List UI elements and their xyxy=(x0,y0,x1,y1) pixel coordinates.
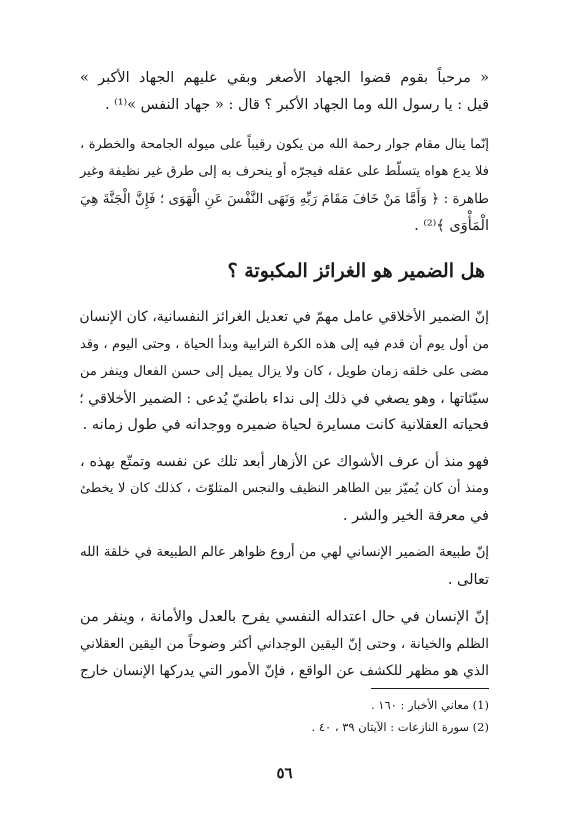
quote-line-2: قيل : يا رسول الله وما الجهاد الأكبر ؟ قال : « جهاد النفس »⁽¹⁾ . xyxy=(104,97,489,113)
p1-line-5: فحياته العقلانية كانت مسايرة لحياة ضميره ووجدانه في طول زمانه . xyxy=(82,417,489,433)
p4-line-1: إنّ الإنسان في حال اعتداله النفسي يفرح بالعدل والأمانة ، وينفر من xyxy=(80,609,489,625)
intro-line-2: فلا يدع هواه يتسلّط على عقله فيجرّه أو ينحرف به إلى طرق غير نظيفة وغير xyxy=(80,164,489,179)
p3-line-2: تعالى . xyxy=(447,572,489,588)
page-number: ٥٦ xyxy=(276,764,293,782)
p4-line-2: الظلم والخيانة ، وحتى إنّ اليقين الوجداني أكثر وضوحاً من اليقين العقلاني xyxy=(80,636,489,652)
p3-line-1: إنّ طبيعة الضمير الإنساني لهي من أروع ظواهر عالم الطبيعة في خلقة الله xyxy=(80,545,489,560)
quote-line-1: « مرحباً بقوم قضوا الجهاد الأصغر وبقي عليهم الجهاد الأكبر » xyxy=(80,70,489,86)
p1-line-4: سيّئاتها ، وهو يصغي في ذلك إلى نداء باطنيّ يُدعى : الضمير الأخلاقي ؛ xyxy=(79,391,489,407)
p2-line-1: فهو منذ أن عرف الأشواك عن الأزهار أبعد تلك عن نفسه وتمتّع بهذه ، xyxy=(80,454,489,470)
p1-line-1: إنّ الضمير الأخلاقي عامل مهمّ في تعديل الغرائز النفسانية، كان الإنسان xyxy=(79,309,489,325)
intro-line-3: طاهرة : ﴿ وَأَمَّا مَنْ خَافَ مَقَامَ رَبِّهِ وَنَهَى النَّفْسَ عَنِ الْهَوَى ؛ فَإِنَّ الْجَنَّةَ هِيَ xyxy=(80,191,489,207)
p2-line-2: ومنذ أن كان يُميّز بين الطاهر النظيف والنجس المتلوّث ، كذلك كان لا يخطئ xyxy=(80,481,489,496)
p1-line-2: من أول يوم أن قدم فيه إلى هذه الكرة الترابية وبدأ الحياة ، وحتى اليوم ، وقد xyxy=(80,337,489,352)
p1-line-3: مضى على خلقه زمان طويل ، كان ولا يزال يميل إلى حسن الفعال وينفر من xyxy=(80,364,489,379)
intro-line-1: إنّما ينال مقام جوار رحمة الله من يكون رقيباً على ميوله الجامحة والخطرة ، xyxy=(80,137,489,152)
intro-line-4: الْمَأْوَى ﴾⁽²⁾ . xyxy=(414,218,489,234)
section-heading: هل الضمير هو الغرائز المكبوتة ؟ xyxy=(227,260,485,282)
p4-line-3: الذي هو مظهر للكشف عن الواقع ، فإنّ الأمور التي يدركها الإنسان خارج xyxy=(80,663,489,679)
footnote-1: (1) معاني الأخبار : ١٦٠ . xyxy=(370,698,489,712)
p2-line-3: في معرفة الخير والشر . xyxy=(342,508,489,524)
footnote-separator xyxy=(371,688,489,689)
footnote-2: (2) سورة النازعات : الآيتان ٣٩ ، ٤٠ . xyxy=(311,720,489,734)
